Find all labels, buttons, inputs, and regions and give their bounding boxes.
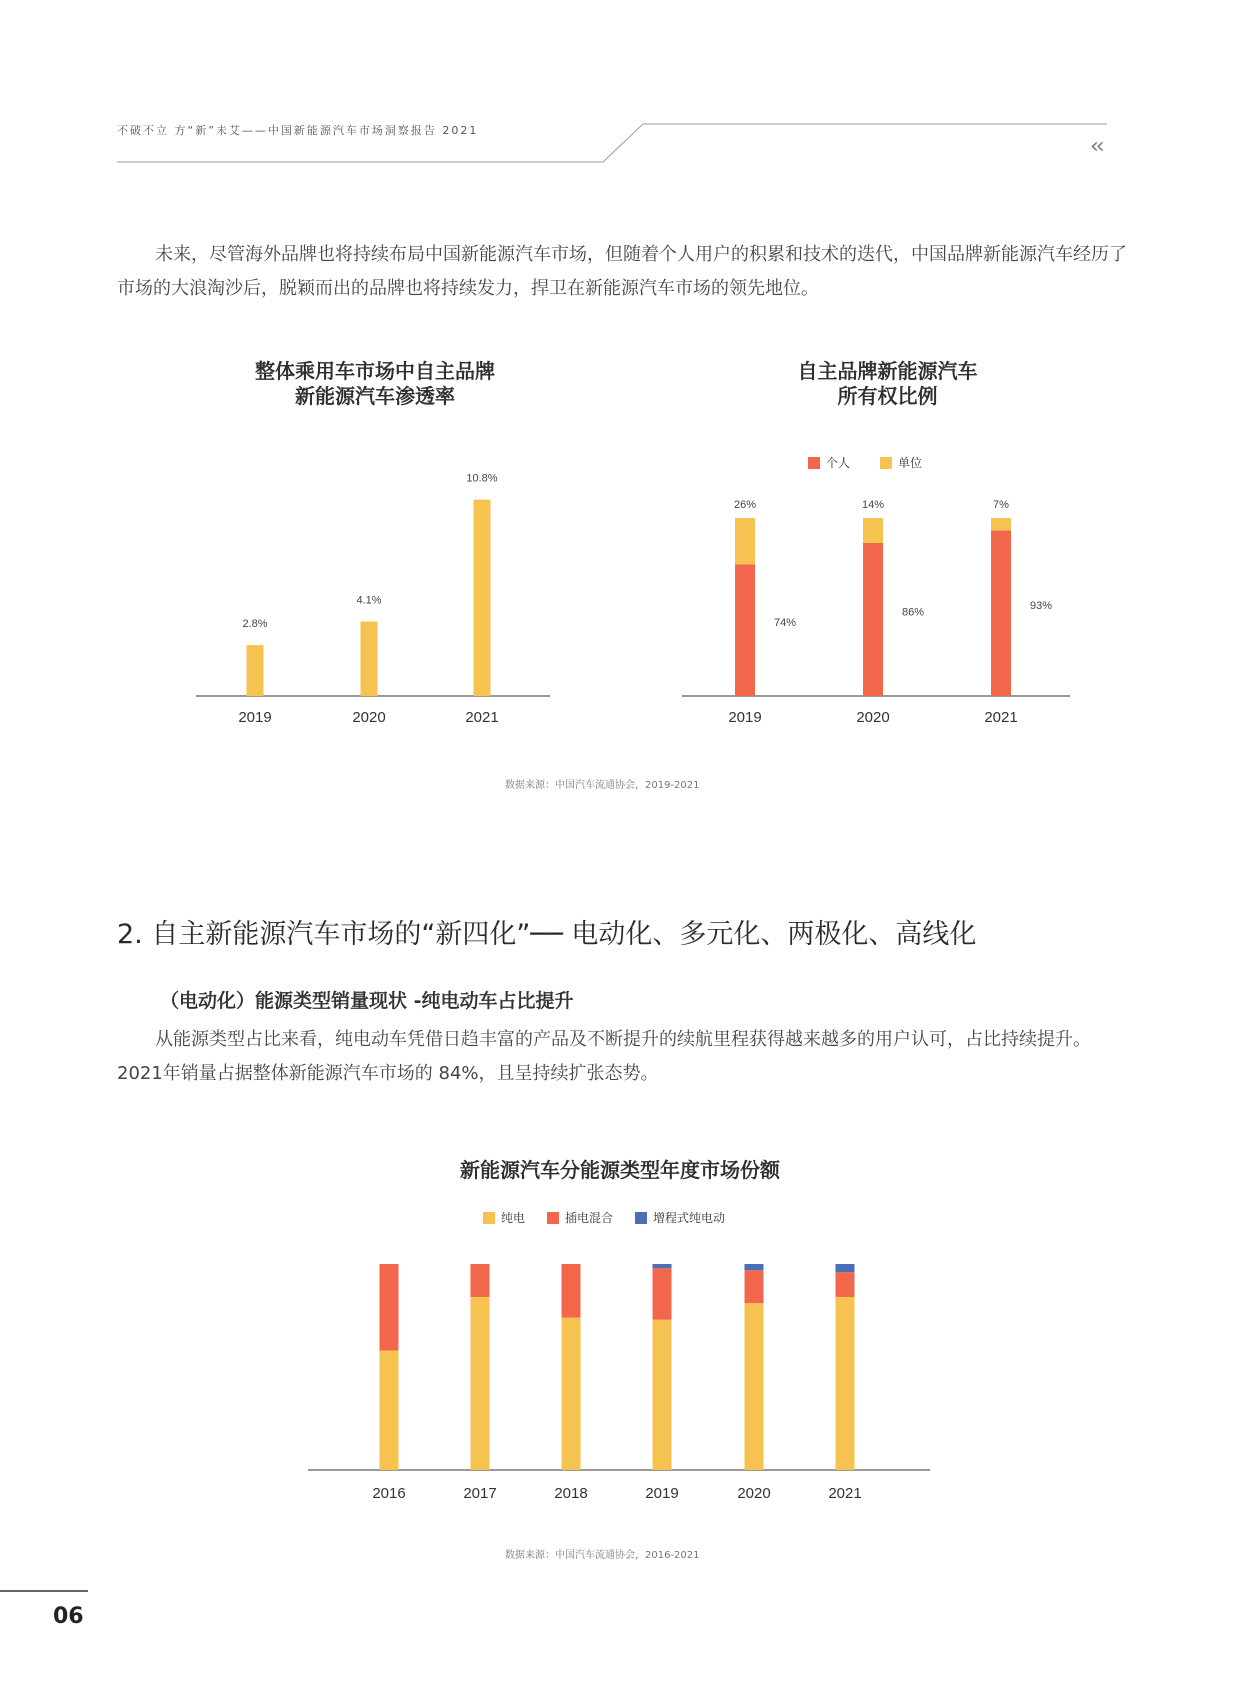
legend-item-bev (483, 1209, 525, 1226)
legend-swatch-yellow (483, 1212, 495, 1224)
intro-paragraph: 未来，尽管海外品牌也将持续布局中国新能源汽车市场，但随着个人用户的积累和技术的迭代，中国品牌新能源汽车经历了市场的大浪淘沙后，脱颖而出的品牌也将持续发力，捍卫在新能源汽车市场的领先地位。 (117, 244, 1127, 299)
chart1-data-label: 2.8% (242, 618, 268, 631)
chart2-title-line1: 自主品牌新能源汽车 (797, 359, 978, 383)
chart2-data-label-personal: 74% (773, 617, 797, 630)
chart3-bar-phev (562, 1264, 581, 1318)
chart2-data-label-organization: 26% (733, 499, 757, 511)
chart1-data-label: 4.1% (356, 594, 382, 607)
header-rule (0, 0, 1241, 170)
chart3-bar-phev (836, 1272, 855, 1297)
chart3-bar-bev (562, 1318, 581, 1470)
chart3-bar-phev (653, 1268, 672, 1320)
chart1-bar (474, 500, 491, 696)
legend-swatch-red (547, 1212, 559, 1224)
legend-item-erev (635, 1209, 725, 1226)
chart1-x-tick-label: 2020 (352, 709, 386, 726)
chart3-x-tick-label: 2021 (828, 1485, 862, 1502)
chart1-bar (247, 645, 264, 696)
chart1-x-tick-label: 2021 (465, 709, 499, 726)
legend-label-erev: 增程式纯电动 (653, 1211, 726, 1225)
chart2-title (700, 359, 1075, 409)
chart2-x-tick-label: 2020 (856, 709, 890, 726)
chart2-stacked-bar-chart (670, 490, 1080, 730)
chart1-bar-chart (180, 460, 560, 730)
chart3-bar-phev (380, 1264, 399, 1351)
chart2-title-line2: 所有权比例 (837, 384, 938, 408)
chart2-bar-personal (735, 564, 755, 696)
sub-heading: （电动化）能源类型销量现状 -纯电动车占比提升 (160, 990, 574, 1012)
chart2-bar-organization (863, 518, 883, 543)
chart3-bar-erev (745, 1264, 764, 1270)
source-note-1: 数据来源：中国汽车流通协会，2019-2021 (505, 780, 700, 791)
page-number: 06 (53, 1604, 84, 1629)
chart2-bar-organization (735, 518, 755, 564)
chart3-bar-bev (745, 1303, 764, 1470)
chart2-bar-personal (863, 543, 883, 696)
chevron-double-left-icon[interactable]: ‹‹ (1090, 134, 1102, 159)
chart3-stacked-bar-chart (300, 1250, 940, 1510)
legend-swatch-red (808, 457, 820, 469)
chart2-bar-personal (991, 530, 1011, 696)
chart3-bar-bev (380, 1351, 399, 1470)
chart1-title (195, 359, 555, 409)
chart3-x-tick-label: 2019 (645, 1485, 679, 1502)
chart3-bar-bev (653, 1320, 672, 1470)
chart3-bar-phev (471, 1264, 490, 1297)
chart3-title: 新能源汽车分能源类型年度市场份额 (460, 1158, 780, 1182)
chart1-title-line2: 新能源汽车渗透率 (295, 384, 455, 408)
chart3-bar-phev (745, 1270, 764, 1303)
chart3-bar-erev (653, 1264, 672, 1268)
chart1-x-tick-label: 2019 (238, 709, 272, 726)
chart2-data-label-personal: 93% (1029, 600, 1053, 613)
legend-label-personal: 个人 (826, 456, 851, 470)
legend-item-personal (808, 454, 850, 471)
legend-swatch-yellow (880, 457, 892, 469)
chart2-data-label-organization: 7% (993, 499, 1009, 511)
chart3-x-tick-label: 2020 (737, 1485, 771, 1502)
chart2-legend (808, 454, 922, 471)
legend-item-organization (880, 454, 922, 471)
footer-rule (0, 1590, 100, 1594)
chart2-bar-organization (991, 518, 1011, 530)
chart3-x-tick-label: 2016 (372, 1485, 406, 1502)
chart3-bar-bev (836, 1297, 855, 1470)
legend-item-phev (547, 1209, 613, 1226)
chart3-x-tick-label: 2017 (463, 1485, 497, 1502)
chart2-x-tick-label: 2019 (728, 709, 762, 726)
chart2-data-label-organization: 14% (861, 499, 885, 511)
legend-label-bev: 纯电 (501, 1211, 526, 1225)
legend-label-organization: 单位 (898, 456, 923, 470)
chart1-bar (361, 621, 378, 696)
chart2-data-label-personal: 86% (901, 606, 925, 619)
chart3-legend (483, 1209, 725, 1226)
section-paragraph: 从能源类型占比来看，纯电动车凭借日趋丰富的产品及不断提升的续航里程获得越来越多的用户认可，占比持续提升。2021年销量占据整体新能源汽车市场的 84%，且呈持续扩张态势。 (117, 1029, 1091, 1084)
chart3-bar-erev (836, 1264, 855, 1272)
source-note-2: 数据来源：中国汽车流通协会，2016-2021 (505, 1550, 700, 1561)
chart1-title-line1: 整体乘用车市场中自主品牌 (255, 359, 495, 383)
report-header-title: 不破不立 方“新”未艾——中国新能源汽车市场洞察报告 2021 (117, 124, 479, 137)
chart3-bar-bev (471, 1297, 490, 1470)
chart1-data-label: 10.8% (466, 472, 498, 485)
chart3-x-tick-label: 2018 (554, 1485, 588, 1502)
legend-label-phev: 插电混合 (565, 1211, 614, 1225)
legend-swatch-blue (635, 1212, 647, 1224)
chart2-x-tick-label: 2021 (984, 709, 1018, 726)
section-heading: 2. 自主新能源汽车市场的“新四化”── 电动化、多元化、两极化、高线化 (117, 919, 977, 950)
